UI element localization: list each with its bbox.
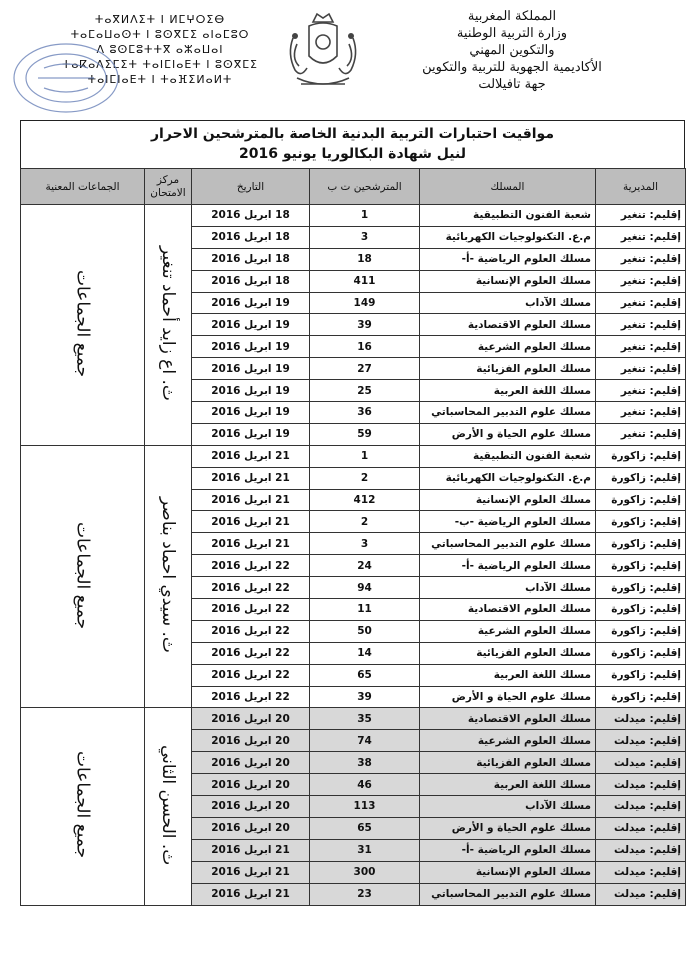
directorate-cell: إقليم: زاكورة: [596, 489, 686, 511]
branch-cell: مسلك العلوم الرياضية -أ-: [420, 555, 596, 577]
directorate-cell: إقليم: تنغير: [596, 336, 686, 358]
date-cell: 22 ابريل 2016: [192, 620, 310, 642]
candidates-cell: 39: [310, 314, 420, 336]
exam-center-label: ث. سيدي احماد بناصر: [158, 497, 178, 654]
branch-cell: مسلك اللغة العربية: [420, 664, 596, 686]
branch-cell: مسلك العلوم الرياضية -أ-: [420, 839, 596, 861]
directorate-cell: إقليم: تنغير: [596, 380, 686, 402]
candidates-cell: 2: [310, 511, 420, 533]
directorate-cell: إقليم: زاكورة: [596, 599, 686, 621]
branch-cell: مسلك العلوم الفزيائية: [420, 752, 596, 774]
arabic-line: الأكاديمية الجهوية للتربية والتكوين: [422, 60, 602, 75]
branch-cell: مسلك العلوم الإنسانية: [420, 270, 596, 292]
arabic-line: جهة تافيلالت: [478, 77, 546, 92]
date-cell: 18 ابريل 2016: [192, 205, 310, 227]
candidates-cell: 46: [310, 774, 420, 796]
candidates-cell: 1: [310, 205, 420, 227]
branch-cell: مسلك الآداب: [420, 292, 596, 314]
column-header-center: مركز الامتحان: [145, 169, 192, 205]
date-cell: 22 ابريل 2016: [192, 686, 310, 708]
directorate-cell: إقليم: تنغير: [596, 358, 686, 380]
directorate-cell: إقليم: تنغير: [596, 205, 686, 227]
tifinagh-line: ⵜⴰⴽⴰⴷⵉⵎⵉⵜ ⵜⴰⵏⵎⵏⴰⴹⵜ ⵏ ⵓⵙⴳⵎⵉ: [61, 58, 258, 71]
tifinagh-line: ⵜⴰⴳⵍⴷⵉⵜ ⵏ ⵍⵎⵖⵔⵉⴱ: [94, 13, 226, 26]
table-row: [21, 205, 686, 227]
directorate-cell: إقليم: زاكورة: [596, 620, 686, 642]
column-header-directorate: المديرية: [596, 169, 686, 205]
communes-cell: [21, 205, 145, 446]
branch-cell: شعبة الفنون التطبيقية: [420, 205, 596, 227]
date-cell: 19 ابريل 2016: [192, 402, 310, 424]
branch-cell: مسلك علوم الحياة و الأرض: [420, 423, 596, 445]
candidates-cell: 38: [310, 752, 420, 774]
branch-cell: مسلك العلوم الشرعية: [420, 620, 596, 642]
date-cell: 21 ابريل 2016: [192, 511, 310, 533]
communes-label: جميع الجماعات: [72, 269, 93, 377]
branch-cell: مسلك العلوم الاقتصادية: [420, 599, 596, 621]
directorate-cell: إقليم: زاكورة: [596, 686, 686, 708]
candidates-cell: 35: [310, 708, 420, 730]
date-cell: 18 ابريل 2016: [192, 248, 310, 270]
branch-cell: مسلك العلوم الإنسانية: [420, 861, 596, 883]
branch-cell: مسلك اللغة العربية: [420, 774, 596, 796]
directorate-cell: إقليم: ميدلت: [596, 861, 686, 883]
branch-cell: مسلك العلوم الرياضية -ب-: [420, 511, 596, 533]
date-cell: 19 ابريل 2016: [192, 380, 310, 402]
date-cell: 20 ابريل 2016: [192, 752, 310, 774]
directorate-cell: إقليم: تنغير: [596, 402, 686, 424]
arabic-letterhead: [362, 8, 662, 93]
communes-label: جميع الجماعات: [72, 521, 93, 629]
date-cell: 20 ابريل 2016: [192, 774, 310, 796]
candidates-cell: 113: [310, 796, 420, 818]
directorate-cell: إقليم: زاكورة: [596, 467, 686, 489]
directorate-cell: إقليم: ميدلت: [596, 752, 686, 774]
directorate-cell: إقليم: زاكورة: [596, 642, 686, 664]
date-cell: 18 ابريل 2016: [192, 226, 310, 248]
directorate-cell: إقليم: زاكورة: [596, 577, 686, 599]
branch-cell: مسلك اللغة العربية: [420, 380, 596, 402]
document-title: [20, 120, 685, 168]
title-line-1: مواقيت احتبارات التربية البدنية الخاصة بالمترشحين الاحرار: [150, 126, 554, 142]
candidates-cell: 36: [310, 402, 420, 424]
date-cell: 22 ابريل 2016: [192, 642, 310, 664]
academy-stamp-icon: [8, 38, 124, 118]
branch-cell: مسلك العلوم الاقتصادية: [420, 708, 596, 730]
candidates-cell: 65: [310, 817, 420, 839]
date-cell: 21 ابريل 2016: [192, 883, 310, 905]
table-row: [21, 445, 686, 467]
exam-center-cell: [145, 445, 192, 708]
directorate-cell: إقليم: ميدلت: [596, 817, 686, 839]
table-row: [21, 708, 686, 730]
directorate-cell: إقليم: زاكورة: [596, 555, 686, 577]
directorate-cell: إقليم: زاكورة: [596, 533, 686, 555]
branch-cell: مسلك علوم التدبير المحاسباتي: [420, 883, 596, 905]
arabic-line: وزارة التربية الوطنية: [456, 26, 568, 41]
date-cell: 20 ابريل 2016: [192, 730, 310, 752]
branch-cell: م.ع. التكنولوجيات الكهربائية: [420, 226, 596, 248]
column-header-candidates: المترشحين ت ب: [310, 169, 420, 205]
date-cell: 21 ابريل 2016: [192, 467, 310, 489]
branch-cell: مسلك الآداب: [420, 796, 596, 818]
directorate-cell: إقليم: ميدلت: [596, 708, 686, 730]
directorate-cell: إقليم: زاكورة: [596, 511, 686, 533]
date-cell: 21 ابريل 2016: [192, 489, 310, 511]
branch-cell: مسلك علوم التدبير المحاسباتي: [420, 533, 596, 555]
exam-center-label: ث. الحسن الثاني: [158, 744, 178, 866]
tifinagh-line: ⵜⴰⵏⵎⵏⴰⴹⵜ ⵏ ⵜⴰⴼⵉⵍⴰⵍⵜ: [87, 73, 233, 86]
directorate-cell: إقليم: ميدلت: [596, 730, 686, 752]
candidates-cell: 94: [310, 577, 420, 599]
directorate-cell: إقليم: تنغير: [596, 226, 686, 248]
branch-cell: مسلك العلوم الرياضية -أ-: [420, 248, 596, 270]
candidates-cell: 24: [310, 555, 420, 577]
candidates-cell: 1: [310, 445, 420, 467]
branch-cell: مسلك الآداب: [420, 577, 596, 599]
date-cell: 22 ابريل 2016: [192, 555, 310, 577]
candidates-cell: 16: [310, 336, 420, 358]
candidates-cell: 3: [310, 226, 420, 248]
date-cell: 19 ابريل 2016: [192, 423, 310, 445]
candidates-cell: 18: [310, 248, 420, 270]
column-header-communes: الجماعات المعنية: [21, 169, 145, 205]
date-cell: 21 ابريل 2016: [192, 445, 310, 467]
letterhead: [0, 0, 700, 112]
branch-cell: مسلك العلوم الفزيائية: [420, 358, 596, 380]
date-cell: 19 ابريل 2016: [192, 314, 310, 336]
arabic-line: والتكوين المهني: [469, 43, 555, 58]
title-line-2: لنيل شهادة البكالوريا يونيو 2016: [239, 146, 466, 162]
candidates-cell: 411: [310, 270, 420, 292]
directorate-cell: إقليم: زاكورة: [596, 664, 686, 686]
column-header-branch: المسلك: [420, 169, 596, 205]
candidates-cell: 14: [310, 642, 420, 664]
candidates-cell: 31: [310, 839, 420, 861]
directorate-cell: إقليم: تنغير: [596, 248, 686, 270]
arabic-line: المملكة المغربية: [467, 9, 557, 24]
date-cell: 21 ابريل 2016: [192, 861, 310, 883]
date-cell: 20 ابريل 2016: [192, 817, 310, 839]
directorate-cell: إقليم: تنغير: [596, 270, 686, 292]
date-cell: 18 ابريل 2016: [192, 270, 310, 292]
exam-center-cell: [145, 708, 192, 905]
royal-coat-of-arms-icon: [283, 8, 363, 98]
communes-cell: [21, 445, 145, 708]
branch-cell: مسلك علوم الحياة و الأرض: [420, 686, 596, 708]
branch-cell: مسلك العلوم الفزيائية: [420, 642, 596, 664]
column-header-date: التاريخ: [192, 169, 310, 205]
directorate-cell: إقليم: ميدلت: [596, 883, 686, 905]
candidates-cell: 412: [310, 489, 420, 511]
branch-cell: مسلك علوم الحياة و الأرض: [420, 817, 596, 839]
date-cell: 20 ابريل 2016: [192, 796, 310, 818]
directorate-cell: إقليم: ميدلت: [596, 796, 686, 818]
directorate-cell: إقليم: زاكورة: [596, 445, 686, 467]
date-cell: 21 ابريل 2016: [192, 533, 310, 555]
directorate-cell: إقليم: تنغير: [596, 423, 686, 445]
candidates-cell: 300: [310, 861, 420, 883]
branch-cell: مسلك العلوم الاقتصادية: [420, 314, 596, 336]
candidates-cell: 65: [310, 664, 420, 686]
date-cell: 22 ابريل 2016: [192, 599, 310, 621]
candidates-cell: 59: [310, 423, 420, 445]
tifinagh-line: ⴷ ⵓⵙⵎⵓⵜⵜⴳ ⴰⵣⴰⵡⴰⵏ: [96, 43, 224, 56]
date-cell: 21 ابريل 2016: [192, 839, 310, 861]
directorate-cell: إقليم: تنغير: [596, 314, 686, 336]
exam-center-label: ث. اع زايد أحماد تنغير: [158, 245, 178, 401]
date-cell: 22 ابريل 2016: [192, 664, 310, 686]
date-cell: 19 ابريل 2016: [192, 358, 310, 380]
directorate-cell: إقليم: ميدلت: [596, 774, 686, 796]
branch-cell: مسلك علوم التدبير المحاسباتي: [420, 402, 596, 424]
candidates-cell: 27: [310, 358, 420, 380]
candidates-cell: 25: [310, 380, 420, 402]
branch-cell: مسلك العلوم الإنسانية: [420, 489, 596, 511]
date-cell: 19 ابريل 2016: [192, 336, 310, 358]
candidates-cell: 2: [310, 467, 420, 489]
table-header-row: [21, 169, 686, 205]
date-cell: 19 ابريل 2016: [192, 292, 310, 314]
candidates-cell: 39: [310, 686, 420, 708]
candidates-cell: 23: [310, 883, 420, 905]
candidates-cell: 149: [310, 292, 420, 314]
directorate-cell: إقليم: تنغير: [596, 292, 686, 314]
directorate-cell: إقليم: ميدلت: [596, 839, 686, 861]
table-body: [21, 205, 686, 906]
date-cell: 22 ابريل 2016: [192, 577, 310, 599]
tifinagh-line: ⵜⴰⵎⴰⵡⴰⵙⵜ ⵏ ⵓⵙⴳⵎⵉ ⴰⵏⴰⵎⵓⵔ: [70, 28, 250, 41]
branch-cell: مسلك العلوم الشرعية: [420, 730, 596, 752]
exam-center-cell: [145, 205, 192, 446]
candidates-cell: 3: [310, 533, 420, 555]
candidates-cell: 11: [310, 599, 420, 621]
schedule-table: [20, 168, 686, 906]
candidates-cell: 50: [310, 620, 420, 642]
candidates-cell: 74: [310, 730, 420, 752]
communes-cell: [21, 708, 145, 905]
branch-cell: م.ع. التكنولوجيات الكهربائية: [420, 467, 596, 489]
date-cell: 20 ابريل 2016: [192, 708, 310, 730]
communes-label: جميع الجماعات: [72, 751, 93, 859]
branch-cell: شعبة الفنون التطبيقية: [420, 445, 596, 467]
branch-cell: مسلك العلوم الشرعية: [420, 336, 596, 358]
